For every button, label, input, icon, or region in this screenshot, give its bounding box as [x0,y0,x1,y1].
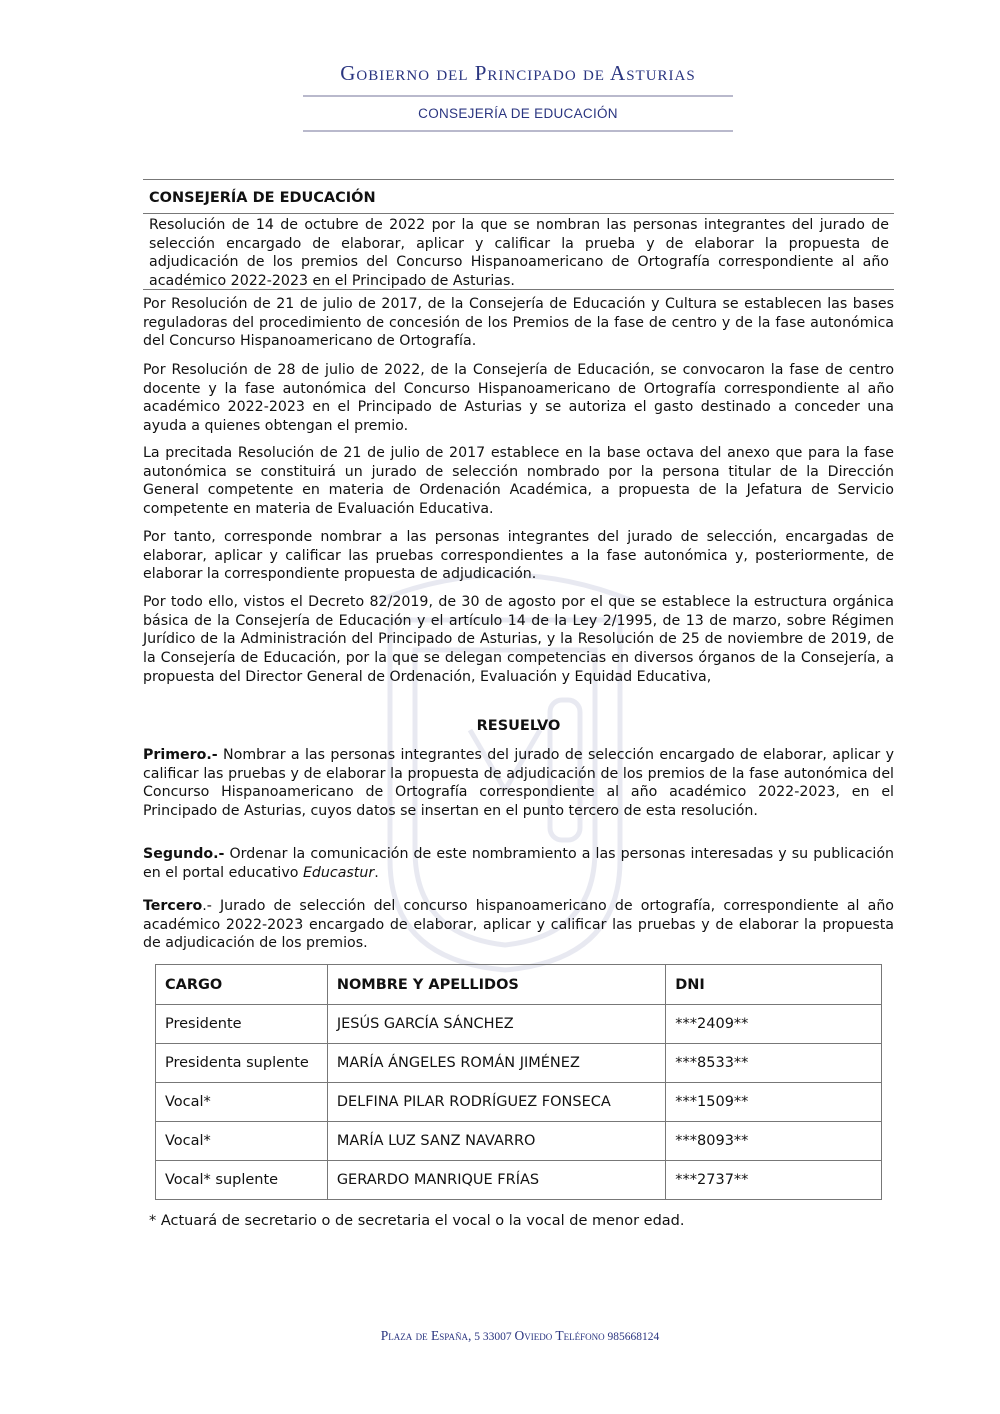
segundo-end: . [374,864,379,881]
primero-label: Primero.- [143,747,218,763]
cell-cargo: Vocal* [156,1083,328,1122]
cell-nombre: JESÚS GARCÍA SÁNCHEZ [327,1005,665,1044]
resolution-segundo [143,845,894,882]
letterhead-rule-bottom [303,130,733,132]
cell-cargo: Vocal* suplente [156,1161,328,1200]
column-header-dni: DNI [666,965,882,1005]
footer-city: Oviedo Teléfono [514,1328,605,1343]
table-row [156,1122,882,1161]
table-row [156,1005,882,1044]
paragraph-1: Por Resolución de 21 de julio de 2017, de la Consejería de Educación y Cultura se establecen las bases reguladoras del procedimiento de concesión de los Premios de la fase de centro y de la fase autonómica del Concurso Hispanoamericano de Ortografía. [143,296,894,350]
cell-cargo: Vocal* [156,1122,328,1161]
cell-dni: ***8533** [666,1044,882,1083]
letterhead-subtitle: CONSEJERÍA DE EDUCACIÓN [418,106,618,121]
section-heading: CONSEJERÍA DE EDUCACIÓN [149,190,376,206]
table-row [156,1161,882,1200]
cell-cargo: Presidenta suplente [156,1044,328,1083]
table-footnote: * Actuará de secretario o de secretaria el vocal o la vocal de menor edad. [149,1213,685,1229]
cell-nombre: MARÍA ÁNGELES ROMÁN JIMÉNEZ [327,1044,665,1083]
primero-text: Nombrar a las personas integrantes del jurado de selección encargado de elaborar, aplicar y calificar las pruebas y de elaborar la propuesta de adjudicación de los premios de la fase autonómica del Concurso Hispanoamericano de Ortografía correspondiente al año académico 2022-2023, en el Principado de Asturias, cuyos datos se insertan en el punto tercero de esta resolución. [143,747,894,820]
jury-table [155,964,882,1200]
cell-dni: ***2737** [666,1161,882,1200]
resolution-summary: Resolución de 14 de octubre de 2022 por la que se nombran las personas integrantes del jurado de selección encargado de elaborar, aplicar y calificar la prueba y de elaborar la propuesta de adjudicación de los premios del Concurso Hispanoamericano de Ortografía correspondiente al año académico 2022-2023 en el Principado de Asturias. [149,217,889,290]
cell-dni: ***8093** [666,1122,882,1161]
cell-dni: ***1509** [666,1083,882,1122]
educastur-portal-name: Educastur [302,864,375,881]
column-header-cargo: CARGO [156,965,328,1005]
segundo-label: Segundo.- [143,846,225,862]
header-rule-bottom [143,289,894,290]
paragraph-5: Por todo ello, vistos el Decreto 82/2019, de 30 de agosto por el que se establece la estructura orgánica básica de la Consejería de Educación y el artículo 14 de la Ley 2/1995, de 13 de marzo, sobre Régimen Jurídico de la Administración del Principado de Asturias, y la Resolución de 25 de noviembre de 2019, de la Consejería de Educación, por la que se delegan competencias en diversos órganos de la Consejería, a propuesta del Director General de Ordenación, Evaluación y Equidad Educativa, [143,594,894,685]
tercero-label: Tercero [143,898,203,914]
table-header-row [156,965,882,1005]
header-rule-top [143,179,894,180]
table-row [156,1083,882,1122]
cell-cargo: Presidente [156,1005,328,1044]
cell-nombre: GERARDO MANRIQUE FRÍAS [327,1161,665,1200]
letterhead-title: Gobierno del Principado de Asturias [340,61,696,85]
tercero-text: .- Jurado de selección del concurso hispanoamericano de ortografía, correspondiente al año académico 2022-2023 encargado de elaborar, aplicar y calificar las pruebas y de elaborar la propuesta de adjudicación de los premios. [143,898,894,952]
cell-nombre: MARÍA LUZ SANZ NAVARRO [327,1122,665,1161]
footer-address: Plaza de España, [380,1328,472,1343]
header-rule-middle [143,213,894,214]
footer-phone: 985668124 [604,1331,660,1343]
paragraph-3: La precitada Resolución de 21 de julio de 2017 establece en la base octava del anexo que para la fase autonómica se constituirá un jurado de selección nombrado por la persona titular de la Dirección General competente en materia de Ordenación Académica, a propuesta de la Jefatura de Servicio competente en materia de Evaluación Educativa. [143,445,894,518]
paragraph-4: Por tanto, corresponde nombrar a las personas integrantes del jurado de selección, encargadas de elaborar, aplicar y calificar las pruebas correspondientes a la fase autonómica y, posteriormente, de elaborar la correspondiente propuesta de adjudicación. [143,529,894,583]
segundo-text: Ordenar la comunicación de este nombramiento a las personas interesadas y su publicación en el portal educativo [143,846,894,881]
resuelvo-heading: RESUELVO [476,718,561,734]
resolution-tercero [143,897,894,953]
cell-nombre: DELFINA PILAR RODRÍGUEZ FONSECA [327,1083,665,1122]
paragraph-2: Por Resolución de 28 de julio de 2022, de la Consejería de Educación, se convocaron la fase de centro docente y la fase autonómica del Concurso Hispanoamericano de Ortografía correspondiente al año académico 2022-2023 en el Principado de Asturias y se autoriza el gasto destinado a conceder una ayuda a quienes obtengan el premio. [143,362,894,435]
page-footer [250,1328,790,1344]
column-header-nombre: NOMBRE Y APELLIDOS [327,965,665,1005]
cell-dni: ***2409** [666,1005,882,1044]
resolution-primero [143,746,894,821]
footer-number: 5 33007 [471,1331,515,1343]
table-row [156,1044,882,1083]
letterhead-rule-top [303,95,733,97]
